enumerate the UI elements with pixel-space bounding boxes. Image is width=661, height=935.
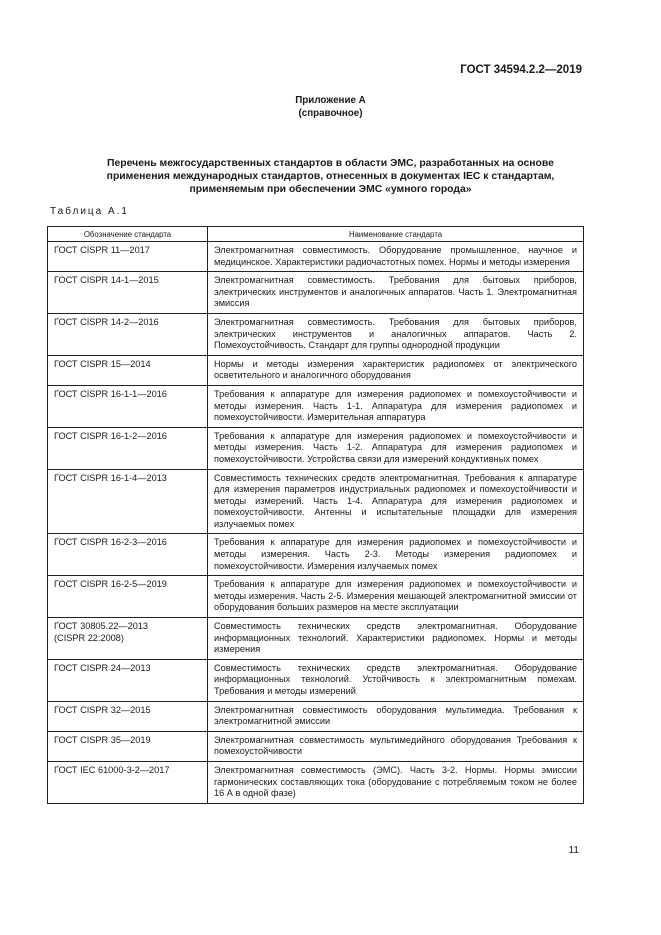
standard-code-cell [48, 313, 208, 355]
document-code: ГОСТ 34594.2.2—2019 [460, 64, 582, 76]
standard-name: Совместимость технических средств электромагнитная. Оборудование информационных технологий. Характеристики радиопомех. Нормы и методы измерения [208, 618, 584, 660]
table-row [48, 272, 584, 314]
table-row [48, 534, 584, 576]
standard-code-cell [48, 385, 208, 427]
standard-code: ГОСТ CISPR 35—2019 [54, 734, 151, 745]
standard-name: Нормы и методы измерения характеристик радиопомех от электрического осветительного и аналогичного оборудования [208, 355, 584, 385]
standard-name: Совместимость технических средств электромагнитная. Требования к аппаратуре для измерения параметров индустриальных радиопомех и помехоустойчивости и методы измерений. Часть 1-4. Аппаратура для измерения радиопомех и помехоустойчивости. Антенны и испытательные площадки для измерения излучаемых помех [208, 469, 584, 534]
standard-name: Требования к аппаратуре для измерения радиопомех и помехоустойчивости и методы измерения. Часть 2-3. Методы измерения радиопомех и помехоустойчивости. Измерения излучаемых помех [208, 534, 584, 576]
table-header-row [48, 227, 584, 242]
table-row [48, 701, 584, 731]
table-row [48, 355, 584, 385]
standard-code: ГОСТ IEC 61000-3-2—2017 [54, 764, 170, 775]
title-line: применяемым при обеспечении ЭМС «умного города» [189, 184, 472, 195]
standard-code-cell [48, 576, 208, 618]
table-row [48, 659, 584, 701]
table-body [48, 242, 584, 804]
table-caption: Таблица А.1 [50, 206, 129, 217]
title-line: применения международных стандартов, отнесенных в документах IEC к стандартам, [106, 171, 555, 182]
standard-code-cell [48, 731, 208, 761]
table-row [48, 761, 584, 803]
standards-table [47, 226, 584, 804]
standard-name: Электромагнитная совместимость. Оборудование промышленное, научное и медицинское. Характеристики радиочастотных помех. Нормы и методы измерения [208, 242, 584, 272]
column-header-name: Наименование стандарта [208, 227, 584, 242]
appendix-title: Приложение А [295, 95, 366, 106]
standard-code-cell [48, 618, 208, 660]
standard-code: ГОСТ CISPR 11—2017 [54, 245, 150, 255]
standard-name: Электромагнитная совместимость оборудования мультимедиа. Требования к электромагнитной эмиссии [208, 701, 584, 731]
standard-code: ГОСТ CISPR 32—2015 [54, 704, 151, 715]
page-number: 11 [568, 845, 579, 856]
standard-code-cell [48, 534, 208, 576]
standard-name: Требования к аппаратуре для измерения радиопомех и помехоустойчивости и методы измерения. Часть 2-5. Измерения мешающей электромагнитной эмиссии от оборудования больших размеров на месте эксплуатации [208, 576, 584, 618]
standard-name: Требования к аппаратуре для измерения радиопомех и помехоустойчивости и методы измерения. Часть 1-1. Аппаратура для измерения радиопомех и помехоустойчивости. Измерительная аппаратура [208, 385, 584, 427]
standard-code-cell [48, 242, 208, 272]
standard-code-cell [48, 272, 208, 314]
standard-name: Электромагнитная совместимость (ЭМС). Часть 3-2. Нормы. Нормы эмиссии гармонических составляющих тока (оборудование с потребляемым током не более 16 А в одной фазе) [208, 761, 584, 803]
standard-code: ГОСТ CISPR 16-2-3—2016 [54, 537, 167, 548]
table-row [48, 427, 584, 469]
standard-name: Электромагнитная совместимость мультимедийного оборудования Требования к помехоустойчивости [208, 731, 584, 761]
standard-code: ГОСТ CISPR 15—2014 [54, 358, 151, 369]
standard-code: ГОСТ CISPR 16-1-1—2016 [54, 388, 167, 399]
standard-code: ГОСТ CISPR 16-2-5—2019 [54, 579, 167, 590]
table-row [48, 313, 584, 355]
standard-code: ГОСТ CISPR 24—2013 [54, 662, 151, 673]
standard-name: Совместимость технических средств электромагнитная. Оборудование информационных технологий. Устойчивость к электромагнитным помехам. Требования и методы измерений [208, 659, 584, 701]
table-row [48, 576, 584, 618]
standard-name: Электромагнитная совместимость. Требования для бытовых приборов, электрических инструментов и аналогичных аппаратов. Часть 2. Помехоустойчивость. Стандарт для группы однородной продукции [208, 313, 584, 355]
appendix-subtitle: (справочное) [298, 108, 363, 119]
appendix-heading [0, 94, 661, 120]
table-row [48, 469, 584, 534]
table-row [48, 242, 584, 272]
standard-code: ГОСТ CISPR 16-1-2—2016 [54, 430, 167, 441]
table-row [48, 385, 584, 427]
standard-code-reference: (CISPR 22:2008) [54, 632, 124, 643]
standard-code-cell [48, 469, 208, 534]
title-line: Перечень межгосударственных стандартов в области ЭМС, разработанных на основе [107, 158, 554, 169]
standard-code-cell [48, 701, 208, 731]
column-header-code: Обозначение стандарта [48, 227, 208, 242]
standard-code-cell [48, 427, 208, 469]
table-row [48, 618, 584, 660]
table-row [48, 731, 584, 761]
standard-code-cell [48, 659, 208, 701]
standard-code: ГОСТ 30805.22—2013 [54, 621, 149, 632]
standard-name: Требования к аппаратуре для измерения радиопомех и помехоустойчивости и методы измерения. Часть 1-2. Аппаратура для измерения радиопомех и помехоустойчивости. Устройства связи для измерений кондуктивных помех [208, 427, 584, 469]
standard-code-cell [48, 355, 208, 385]
document-title [40, 157, 621, 196]
standard-code: ГОСТ CISPR 14-2—2016 [54, 316, 159, 327]
standard-code-cell [48, 761, 208, 803]
standard-code: ГОСТ CISPR 14-1—2015 [54, 275, 159, 286]
standard-code: ГОСТ CISPR 16-1-4—2013 [54, 472, 167, 483]
standard-name: Электромагнитная совместимость. Требования для бытовых приборов, электрических инструментов и аналогичных аппаратов. Часть 1. Электромагнитная эмиссия [208, 272, 584, 314]
